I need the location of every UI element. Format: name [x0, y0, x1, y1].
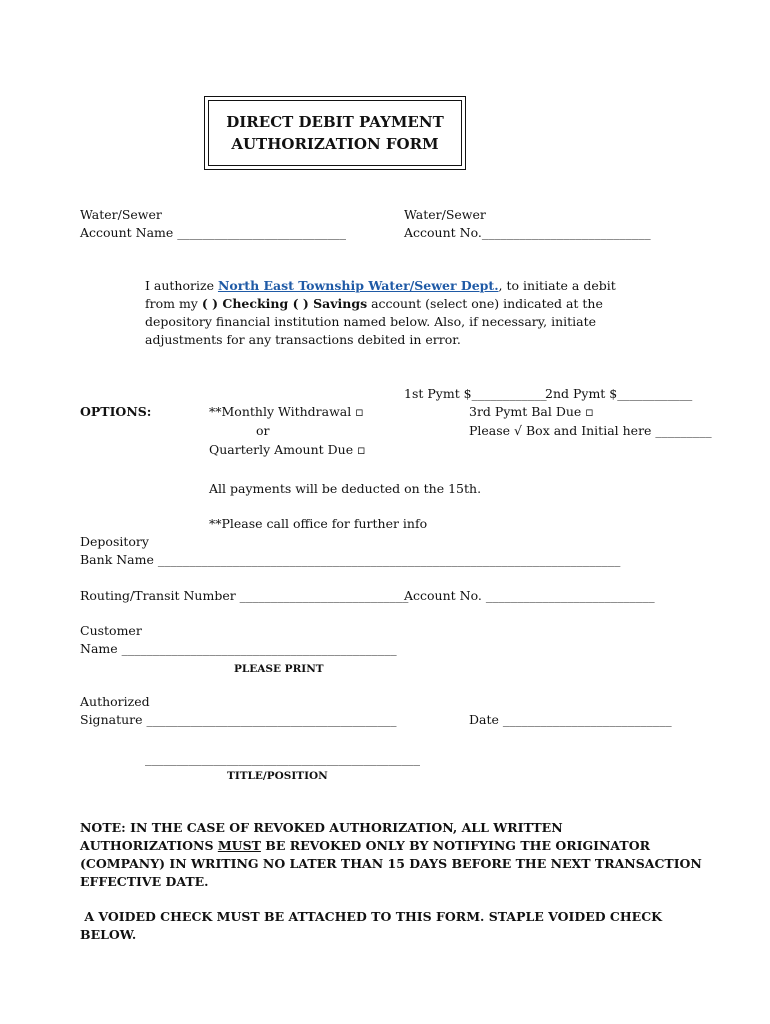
- authorization-suffix: , to initiate a debit: [498, 278, 616, 293]
- form-title-line1: DIRECT DEBIT PAYMENT: [226, 113, 444, 131]
- quarterly-amount-option[interactable]: Quarterly Amount Due ▫: [209, 442, 366, 457]
- account-no-label-1: Water/Sewer: [404, 207, 486, 222]
- first-payment-field[interactable]: 1st Pymt $____________: [404, 386, 547, 401]
- or-text: or: [256, 423, 270, 438]
- authorization-account-text: account (select one) indicated at the: [367, 296, 603, 311]
- note-line-2: [80, 837, 650, 855]
- customer-name-field[interactable]: Name ____________________________________________: [80, 641, 397, 656]
- please-print-label: PLEASE PRINT: [234, 663, 324, 675]
- voided-check-line-2: BELOW.: [80, 927, 137, 942]
- authorization-prefix: I authorize: [145, 278, 218, 293]
- note-line-1: NOTE: IN THE CASE OF REVOKED AUTHORIZATION, ALL WRITTEN: [80, 820, 563, 835]
- signature-field[interactable]: Signature ________________________________________: [80, 712, 397, 727]
- company-link[interactable]: North East Township Water/Sewer Dept.: [217, 278, 499, 293]
- account-type-select[interactable]: ( ) Checking ( ) Savings: [201, 296, 368, 311]
- form-title: [208, 100, 462, 166]
- form-title-box: [204, 96, 466, 170]
- initial-here-field[interactable]: Please √ Box and Initial here _________: [469, 423, 712, 438]
- second-payment-field[interactable]: 2nd Pymt $____________: [545, 386, 693, 401]
- account-name-label-1: Water/Sewer: [80, 207, 162, 222]
- depository-label: Depository: [80, 534, 149, 549]
- note-line-2-b: BE REVOKED ONLY BY NOTIFYING THE ORIGINATOR: [260, 838, 650, 853]
- authorized-label: Authorized: [80, 694, 150, 709]
- title-position-label: TITLE/POSITION: [227, 770, 328, 782]
- date-field[interactable]: Date ___________________________: [469, 712, 672, 727]
- title-position-field[interactable]: ____________________________________________: [145, 751, 420, 766]
- deduction-note: All payments will be deducted on the 15th.: [209, 481, 482, 496]
- call-office-note: **Please call office for further info: [209, 516, 428, 531]
- authorization-from: from my: [145, 296, 202, 311]
- account-name-field[interactable]: Account Name ___________________________: [80, 225, 347, 240]
- bank-name-field[interactable]: Bank Name __________________________________________________________________________: [80, 552, 621, 567]
- form-title-line2: AUTHORIZATION FORM: [231, 135, 439, 153]
- authorization-line-3: depository financial institution named below. Also, if necessary, initiate: [145, 314, 597, 329]
- note-line-4: EFFECTIVE DATE.: [80, 874, 209, 889]
- routing-number-field[interactable]: Routing/Transit Number ___________________________: [80, 588, 409, 603]
- monthly-withdrawal-option[interactable]: **Monthly Withdrawal ▫: [209, 404, 364, 419]
- customer-label: Customer: [80, 623, 142, 638]
- voided-check-line-1: A VOIDED CHECK MUST BE ATTACHED TO THIS FORM. STAPLE VOIDED CHECK: [80, 909, 663, 924]
- account-no-field[interactable]: Account No.___________________________: [404, 225, 651, 240]
- authorization-line-1: [145, 277, 616, 295]
- bank-account-number-field[interactable]: Account No. ___________________________: [404, 588, 655, 603]
- authorization-line-2: [145, 295, 603, 313]
- authorization-line-4: adjustments for any transactions debited in error.: [145, 332, 461, 347]
- third-payment-checkbox[interactable]: 3rd Pymt Bal Due ▫: [469, 404, 594, 419]
- note-line-3: (COMPANY) IN WRITING NO LATER THAN 15 DAYS BEFORE THE NEXT TRANSACTION: [80, 856, 702, 871]
- options-label: OPTIONS:: [80, 404, 152, 419]
- note-line-2-a: AUTHORIZATIONS: [80, 838, 218, 853]
- note-must: MUST: [217, 838, 261, 853]
